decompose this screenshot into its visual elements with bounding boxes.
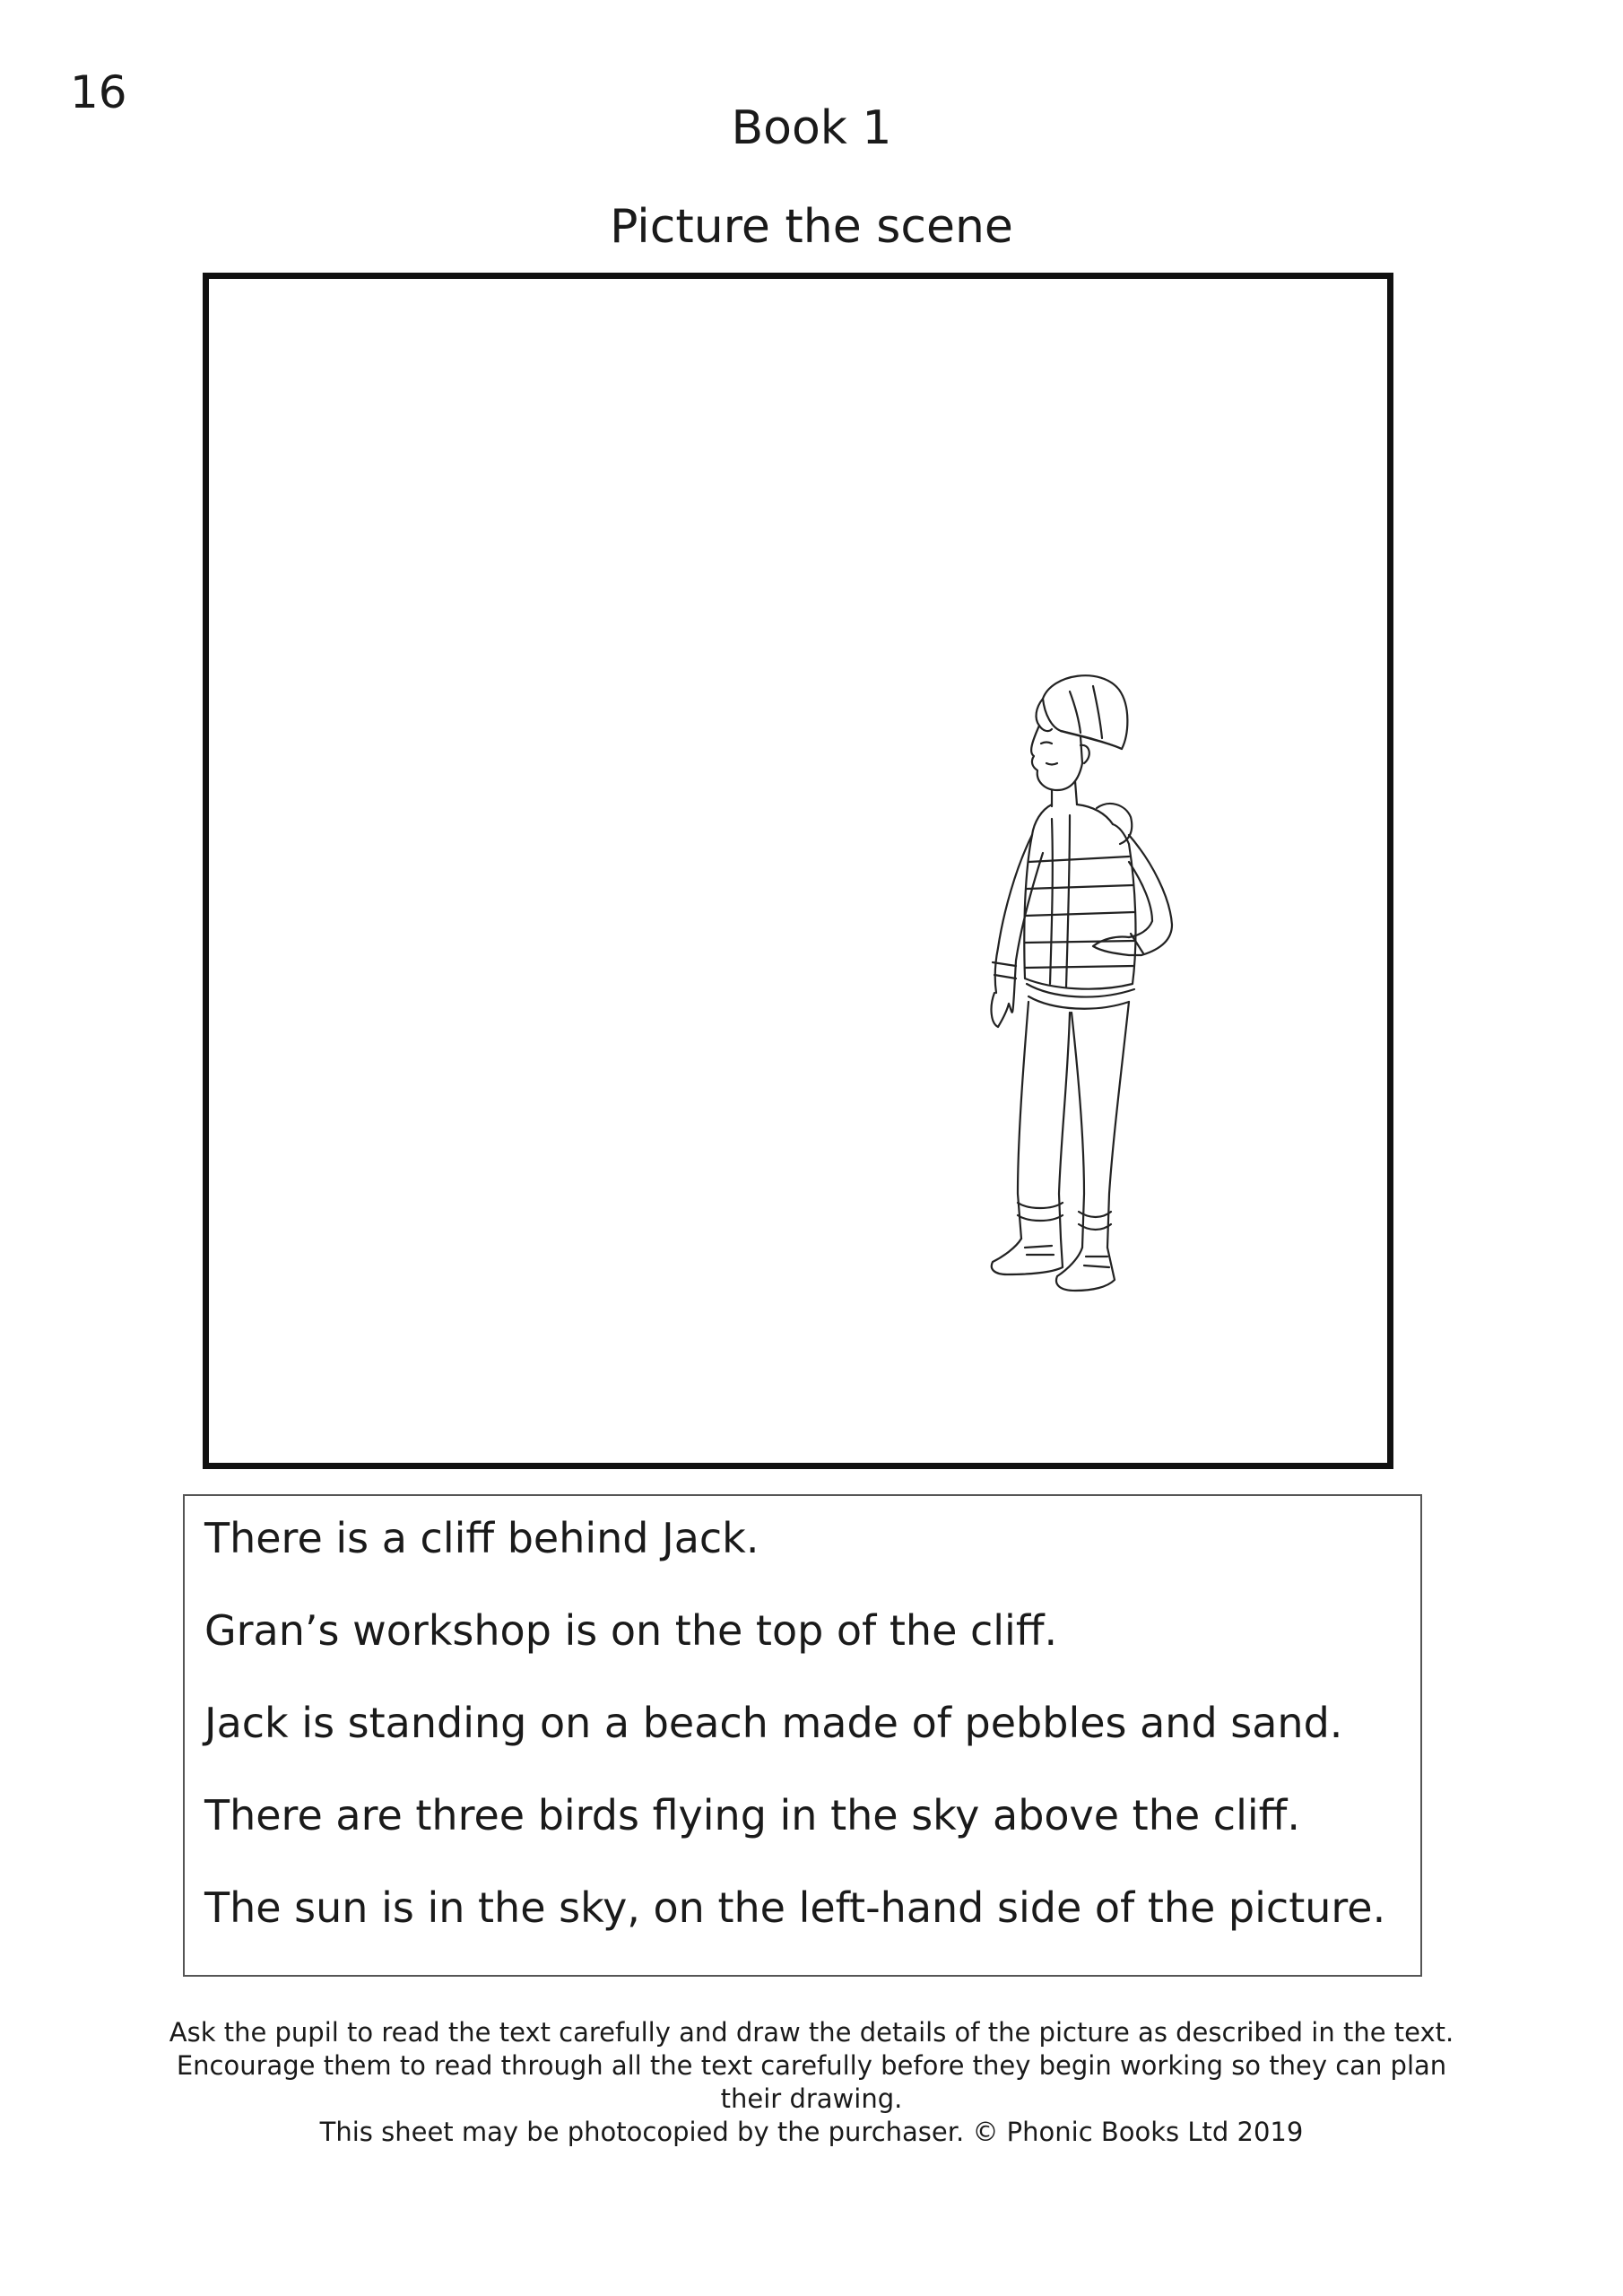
scene-description-box — [183, 1494, 1422, 1977]
page-number: 16 — [70, 66, 127, 118]
copyright-notice: This sheet may be photocopied by the purchaser. © Phonic Books Ltd 2019 — [319, 2117, 1304, 2147]
instructions-line-2: Encourage them to read through all the text carefully before they begin working so they can plan — [176, 2050, 1447, 2081]
instructions-line-3: their drawing. — [720, 2083, 903, 2114]
instructions-line-1: Ask the pupil to read the text carefully and draw the details of the picture as described in the text. — [169, 2017, 1454, 2048]
sentence-1: There is a cliff behind Jack. — [204, 1514, 759, 1562]
page-subtitle: Picture the scene — [610, 200, 1013, 254]
sentence-3: Jack is standing on a beach made of pebbles and sand. — [204, 1699, 1343, 1747]
page-title: Book 1 — [731, 101, 892, 155]
sentence-5: The sun is in the sky, on the left-hand side of the picture. — [204, 1883, 1386, 1932]
sentence-2: Gran’s workshop is on the top of the cliff. — [204, 1606, 1058, 1655]
drawing-area[interactable] — [203, 273, 1393, 1469]
teacher-instructions — [0, 2016, 1623, 2149]
jack-illustration — [917, 656, 1222, 1319]
sentence-4: There are three birds flying in the sky above the cliff. — [204, 1791, 1300, 1839]
